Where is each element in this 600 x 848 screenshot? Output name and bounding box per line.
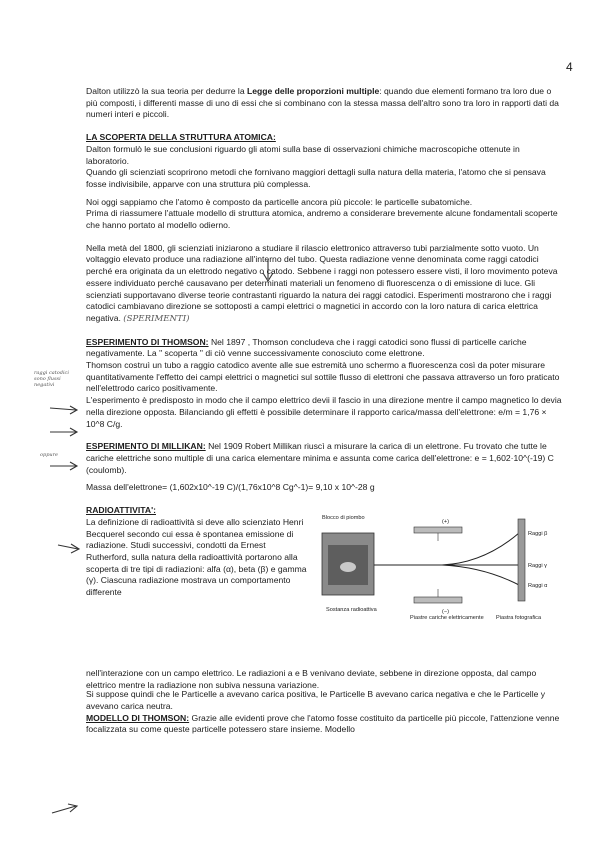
- radiation-deflection-figure: [314, 505, 550, 655]
- label-screen: Piastra fotografica: [496, 615, 542, 622]
- margin-note-cathode: raggi catodici sono flussi negativi: [34, 370, 69, 388]
- intro-paragraph: Dalton utilizzò la sua teoria per dedurre la Legge delle proporzioni multiple: quando due elementi formano tra loro due o più composti, i differenti masse di uno di essi che si combinano con la stessa massa dell'altro sono tra loro in rapporti dati da numeri interi e piccoli.: [86, 86, 559, 120]
- label-ray-g: Raggi γ: [528, 563, 547, 570]
- charge-paragraph: Si suppose quindi che le Particelle a avevano carica positiva, le Particelle B avevano carica negativa e che le Particelle y avevano carica neutra.: [86, 689, 546, 711]
- radioactive-source: [340, 562, 356, 572]
- positive-plate: [414, 527, 462, 533]
- alpha-ray: [442, 565, 519, 585]
- paragraph-dalton: Dalton formulò le sue conclusioni riguardo gli atomi sulla base di osservazioni chimiche macroscopiche ottenute in laboratorio.: [86, 143, 520, 166]
- heading-radioactivity: RADIOATTIVITA':: [86, 505, 156, 516]
- heading-millikan: ESPERIMENTO DI MILLIKAN:: [86, 441, 206, 452]
- electron-mass-formula: Massa dell'elettrone= (1,602x10^-19 C)/(1,76x10^8 Cg^-1)= 9,10 x 10^-28 g: [86, 482, 375, 493]
- label-plus: (+): [442, 519, 449, 526]
- millikan-paragraph: ESPERIMENTO DI MILLIKAN: Nel 1909 Robert Millikan riuscì a misurare la carica di un elettrone. Fu trovato che tutte le cariche elettriche sono multiple di una carica elementare minima e assunta come carica dell'elettrone: e = 1,602·10^(-19) C (coulomb).: [86, 441, 554, 475]
- margin-note-oppure: oppure: [40, 452, 58, 458]
- law-name: Legge delle proporzioni multiple: [246, 86, 380, 96]
- beta-ray: [442, 533, 519, 565]
- radioactivity-section: [86, 505, 562, 689]
- label-plates: Piastre cariche elettricamente: [410, 615, 484, 622]
- label-ray-a: Raggi α: [528, 583, 548, 590]
- thomson-tube-paragraph: Thomson costruì un tubo a raggio catodico avente alle sue estremità uno schermo a fluorescenza così da poter misurare quantitativamente l'effetto dei campi elettrici o magnetici sul sottile flusso di elettroni che passava attraverso un foro praticato nell'elettrodo carico positivamente.: [86, 360, 560, 394]
- thomson-model-paragraph: MODELLO DI THOMSON: Grazie alle evidenti prove che l'atomo fosse costituito da particelle più piccole, l'attenzione venne focalizzata su come queste particelle potessero stare insieme. Modello: [86, 712, 560, 735]
- heading-thomson-model: MODELLO DI THOMSON:: [86, 712, 190, 723]
- label-minus: (−): [442, 609, 449, 616]
- label-lead-block: Blocco di piombo: [322, 515, 365, 522]
- page-body: [86, 86, 562, 736]
- handwritten-note: (SPERIMENTI): [123, 313, 190, 324]
- heading-atomic-structure: LA SCOPERTA DELLA STRUTTURA ATOMICA:: [86, 132, 276, 143]
- label-ray-b: Raggi β: [528, 531, 548, 538]
- label-source: Sostanza radioattiva: [326, 607, 377, 614]
- paragraph-subatomic: Noi oggi sappiamo che l'atomo è composto da particelle ancora più piccole: le particelle subatomiche.: [86, 196, 473, 207]
- paragraph-model-intro: Prima di riassumere l'attuale modello di struttura atomica, andremo a considerare brevemente alcune fondamentali scoperte che hanno portato al modello odierno.: [86, 208, 558, 231]
- negative-plate: [414, 597, 462, 603]
- photographic-plate: [518, 519, 525, 601]
- thomson-ratio-paragraph: L'esperimento è predisposto in modo che il campo elettrico devii il fascio in una direzione mentre il campo magnetico lo devia nella direzione opposta. Bilanciando gli effetti è possibile determinare il rapporto carica/massa dell'elettrone: e/m = 1,76 × 10^8 C/g.: [86, 395, 562, 429]
- radioactivity-continued: nell'interazione con un campo elettrico. Le radiazioni a e B venivano deviate, sebbene in direzione opposta, dal campo elettrico mentre la radiazione non subiva nessuna variazione.: [86, 668, 537, 690]
- paragraph-scientists: Quando gli scienziati scoprirono metodi che fornivano maggiori dettagli sulla natura della materia, l'atomo che si pensava fosse indivisibile, apparve con una struttura più complessa.: [86, 167, 546, 189]
- page-number: 4: [566, 60, 573, 74]
- heading-thomson: ESPERIMENTO DI THOMSON:: [86, 336, 209, 347]
- margin-arrow-1: [50, 408, 76, 410]
- radioactivity-paragraph: La definizione di radioattività si deve allo scienziato Henri Becquerel secondo cui essa è spontanea emissione di radiazione. Studi successivi, condotti da Ernest Rutherford, sulla natura della radioattività portarono alla scoperta di tre tipi di radiazioni: alfa (α), beta (β) e gamma (γ). Ciascuna radiazione mostrava un comportamento differente: [86, 516, 307, 598]
- paragraph-cathode-rays: Nella metà del 1800, gli scienziati iniziarono a studiare il rilascio elettronico attraverso tubi parzialmente sotto vuoto. Un voltaggio elevato produce una radiazione all'interno del tubo. Questa radiazione venne denominata come raggi catodici perché era originata da un elettrodo negativo o catodo. Sebbene i raggi non potessero essere visti, il loro movimento poteva essere individuato perché causavano per determinati materiali un fenomeno di fluorescenza o di emissione di luce. Gli scienziati supportavano diverse teorie contrastanti riguardo la natura dei raggi catodici. Esperimenti mostrarono che i raggi catodici cambiavano direzione se sottoposti a campi elettrici o magnetici in accordo con la loro natura di carica elettrica negativa. (SPERIMENTI): [86, 242, 558, 324]
- thomson-paragraph: ESPERIMENTO DI THOMSON: Nel 1897 , Thomson concludeva che i raggi catodici sono flussi di particelle cariche negativamente. La " scoperta " di ciò venne successivamente conosciuto come elettrone.: [86, 336, 527, 359]
